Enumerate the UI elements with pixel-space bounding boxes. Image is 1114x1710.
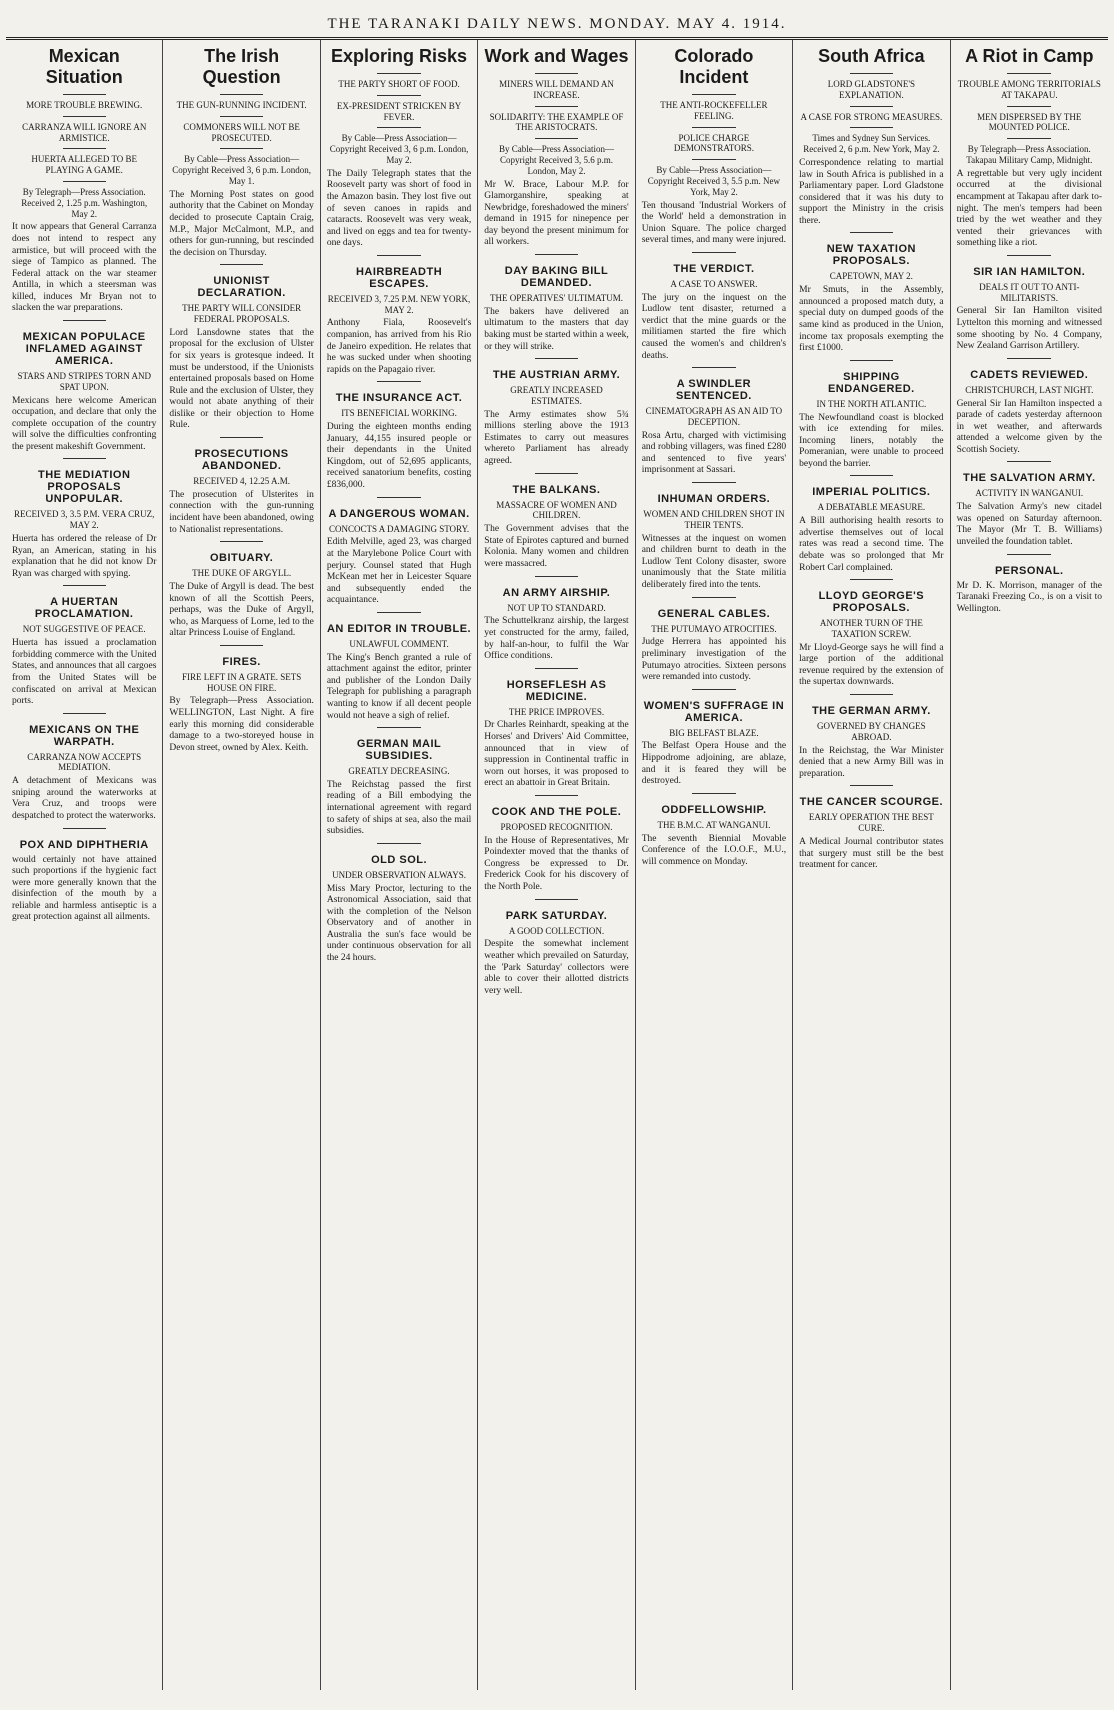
section-headline: AN EDITOR IN TROUBLE. [326, 622, 472, 635]
section-headline: A HUERTAN PROCLAMATION. [34, 596, 134, 621]
section-body: A Bill authorising health resorts to advertise themselves out of local rates was read a second time. The debate was so prolonged that Mr Robert Carl complained. [799, 516, 944, 573]
column-subhead: MEN DISPERSED BY THE MOUNTED POLICE. [977, 111, 1082, 133]
rule [535, 138, 578, 139]
section-body: Despite the somewhat inclement weather which prevailed on Saturday, the 'Park Saturday' collectors were able to cover their allotted districts very well. [484, 939, 629, 996]
news-columns [6, 40, 1108, 1690]
column-subhead: CARRANZA WILL IGNORE AN ARMISTICE. [22, 121, 147, 143]
rule [377, 843, 420, 844]
column-headline: Colorado Incident [674, 46, 754, 87]
section-headline: THE INSURANCE ACT. [335, 392, 463, 405]
rule [1007, 106, 1051, 107]
section-subhead: THE PUTUMAYO ATROCITIES. [651, 623, 777, 634]
rule [1007, 461, 1051, 462]
section-subhead: RECEIVED 3, 7.25 P.M. NEW YORK, MAY 2. [327, 293, 471, 315]
column-subhead: MORE TROUBLE BREWING. [26, 100, 143, 110]
section-subhead: CINEMATOGRAPH AS AN AID TO DECEPTION. [645, 406, 783, 427]
section-subhead: RECEIVED 4, 12.25 A.M. [193, 476, 290, 487]
masthead: THE TARANAKI DAILY NEWS. MONDAY. MAY 4. 1914. [6, 0, 1108, 40]
rule [63, 713, 106, 714]
section-subhead: IN THE NORTH ATLANTIC. [816, 398, 927, 409]
section-headline: THE GERMAN ARMY. [811, 705, 931, 717]
rule [220, 541, 263, 542]
section-body: The bakers have delivered an ultimatum to the masters that day baking must be started within a week, or they will strike. [484, 306, 629, 352]
section-headline: THE VERDICT. [673, 262, 755, 275]
rule [63, 320, 106, 321]
rule [1007, 73, 1051, 74]
section-body: General Sir Ian Hamilton visited Lyttelton this morning and witnessed some shooting by No. 4 Company, New Zealand Garrison Artillery. [956, 306, 1102, 352]
section-subhead: NOT SUGGESTIVE OF PEACE. [22, 624, 146, 635]
rule [850, 232, 893, 233]
section-subhead: THE B.M.C. AT WANGANUI. [657, 819, 771, 830]
rule [692, 252, 735, 253]
section-subhead: UNLAWFUL COMMENT. [349, 638, 449, 649]
section-body: The Salvation Army's new citadel was opened on Saturday afternoon. The Mayor (Mr T. B. Williams) unveiled the foundation tablet. [956, 502, 1102, 547]
section-headline: THE SALVATION ARMY. [963, 472, 1096, 485]
rule [692, 159, 735, 160]
rule [535, 106, 578, 107]
column-subhead: SOLIDARITY: THE EXAMPLE OF THE ARISTOCRATS. [489, 111, 624, 133]
rule [692, 367, 735, 368]
section-headline: GERMAN MAIL SUBSIDIES. [356, 738, 442, 763]
section-headline: COOK AND THE POLE. [491, 805, 622, 818]
rule [377, 497, 420, 498]
section-subhead: FIRE LEFT IN A GRATE. SETS HOUSE ON FIRE. [181, 671, 302, 693]
rule [535, 254, 578, 255]
section-body: Mr Smuts, in the Assembly, announced a proposed match duty, a special duty on dumped goods of the same kind as produced in the Union, income tax proposals exempting the first £1000. [799, 285, 944, 354]
section-subhead: UNDER OBSERVATION ALWAYS. [332, 869, 466, 880]
news-column [478, 40, 635, 1690]
column-subhead: COMMONERS WILL NOT BE PROSECUTED. [183, 121, 300, 143]
rule [535, 668, 578, 669]
rule [377, 127, 420, 128]
section-body: Judge Herrera has appointed his preliminary investigation of the Putumayo atrocities. Sixteen persons were remanded into custody. [641, 637, 787, 683]
column-headline: The Irish Question [202, 46, 281, 87]
column-headline: A Riot in Camp [965, 46, 1094, 66]
section-body: The jury on the inquest on the Ludlow tent disaster, returned a verdict that the mine guards or the militiamen started the fire which caused the women's and children's deaths. [641, 292, 787, 361]
section-headline: FIRES. [222, 655, 261, 668]
section-headline: OBITUARY. [209, 552, 274, 565]
rule [850, 475, 893, 476]
column-subhead: THE ANTI-ROCKEFELLER FEELING. [660, 100, 768, 121]
section-body: The Newfoundland coast is blocked with ice extending for miles. Incoming liners, notably the Pomeranian, were unable to proceed beyond the barrier. [799, 412, 944, 469]
section-headline: HAIRBREADTH ESCAPES. [355, 265, 443, 290]
section-headline: DAY BAKING BILL DEMANDED. [504, 265, 609, 290]
section-subhead: CHRISTCHURCH, LAST NIGHT. [965, 384, 1094, 395]
rule [377, 255, 420, 256]
section-body: A Medical Journal contributor states that surgery must still be the best treatment for cancer. [799, 836, 944, 871]
rule [377, 95, 420, 96]
rule [377, 73, 420, 74]
section-body: By Telegraph—Press Association. WELLINGTON, Last Night. A fire early this morning did considerable damage to a two-storeyed house in Devon street, owned by Alex. Keith. [169, 696, 314, 753]
rule [63, 148, 106, 149]
rule [220, 148, 263, 149]
rule [692, 793, 735, 794]
column-subhead: HUERTA ALLEGED TO BE PLAYING A GAME. [31, 154, 138, 176]
section-body: The Belfast Opera House and the Hippodrome adjoining, are ablaze, and it is feared they will be destroyed. [641, 741, 787, 787]
rule [220, 437, 263, 438]
column-subhead: TROUBLE AMONG TERRITORIALS AT TAKAPAU. [957, 79, 1101, 100]
section-body: The seventh Biennial Movable Conference of the I.O.O.F., M.U., will commence on Monday. [641, 833, 787, 867]
section-headline: A SWINDLER SENTENCED. [675, 378, 752, 403]
section-subhead: ITS BENEFICIAL WORKING. [341, 408, 457, 419]
section-body: In the House of Representatives, Mr Poindexter moved that the thanks of Congress be expressed to Dr. Frederick Cook for his discovery of the North Pole. [484, 835, 629, 893]
article-body: A regrettable but very ugly incident occurred at the divisional encampment at Takapau after dark to-night. The men's tempers had been tried by the wet weather and they vented their grievances with something like a riot. [956, 168, 1102, 249]
section-headline: MEXICAN POPULACE INFLAMED AGAINST AMERICA. [22, 331, 146, 367]
rule [220, 264, 263, 265]
section-subhead: THE OPERATIVES' ULTIMATUM. [489, 293, 624, 304]
section-headline: THE AUSTRIAN ARMY. [492, 369, 621, 382]
rule [1007, 255, 1051, 256]
rule [63, 181, 106, 182]
section-headline: SIR IAN HAMILTON. [973, 265, 1086, 278]
dateline: By Cable—Press Association—Copyright Received 3, 5.5 p.m. New York, May 2. [647, 165, 781, 197]
section-body: Mexicans here welcome American occupation, and declare that only the complete occupation of the country will solve the difficulties confronting the present makeshift Government. [12, 395, 157, 452]
rule [63, 458, 106, 459]
section-subhead: GOVERNED BY CHANGES ABROAD. [817, 721, 926, 742]
column-subhead: THE PARTY SHORT OF FOOD. [338, 79, 460, 89]
rule [63, 828, 106, 829]
section-subhead: CAPETOWN, MAY 2. [829, 271, 913, 282]
news-column [321, 40, 478, 1690]
section-body: Edith Melville, aged 23, was charged at the Marylebone Police Court with perjury. Counsel stated that Hugh McKean met her in Leicester Square and subsequently ended the acquaintance. [326, 537, 472, 606]
rule [850, 106, 893, 107]
section-body: The Duke of Argyll is dead. The best known of all the Scottish Peers, perhaps, was the Duke of Argyll, who, as Marquess of Lorne, led to the altar Princess Louise of England. [169, 581, 314, 639]
section-subhead: ACTIVITY IN WANGANUI. [975, 488, 1084, 499]
dateline: By Telegraph—Press Association. Takapau Military Camp, Midnight. [966, 144, 1093, 165]
section-body: In the Reichstag, the War Minister denied that a new Army Bill was in preparation. [799, 745, 944, 779]
news-column [6, 40, 163, 1690]
section-subhead: EARLY OPERATION THE BEST CURE. [808, 812, 934, 834]
section-body: Huerta has issued a proclamation forbidding commerce with the United States, and announces that all cargoes from the United States will be confiscated on arrival at Mexican ports. [12, 638, 157, 707]
article-body: Correspondence relating to martial law in South Africa is published in a Parliamentary paper. Lord Gladstone considered that it was his duty to support the Ministry in the crisis there. [799, 157, 944, 226]
section-body: Huerta has ordered the release of Dr Ryan, an American, stating in his explanation that he did not know Dr Ryan was charged with spying. [12, 534, 157, 579]
section-subhead: A DEBATABLE MEASURE. [817, 502, 926, 513]
section-body: The Schuttelkranz airship, the largest yet constructed for the army, failed, by half-an-hour, to fulfil the War Office conditions. [484, 616, 629, 662]
section-body: Lord Lansdowne states that the proposal for the exclusion of Ulster for six years is grotesque indeed. It must be understood, if the Unionists entertained proposals based on Home Rule and the exclusion of Ulster, they would not abate anything of their dislike or their objection to Home Rule. [169, 327, 314, 431]
rule [63, 585, 106, 586]
section-headline: MEXICANS ON THE WARPATH. [29, 723, 140, 748]
rule [377, 381, 420, 382]
section-body: The Government advises that the State of Epirotes captured and burned Kolonia. Many women and children were massacred. [484, 524, 629, 569]
article-body: It now appears that General Carranza does not intend to respect any armistice, but will proceed with the siege of Tampico as planned. The Federal attack on the war steamer Antilla, in which a steersman was killed, induces Mr Bryan not to slacken the war preparations. [12, 222, 157, 314]
section-subhead: THE PRICE IMPROVES. [508, 706, 605, 717]
section-subhead: RECEIVED 3, 3.5 P.M. VERA CRUZ, MAY 2. [14, 509, 155, 531]
rule [377, 727, 420, 728]
rule [692, 689, 735, 690]
section-subhead: A GOOD COLLECTION. [508, 925, 605, 936]
section-body: The prosecution of Ulsterites in connection with the gun-running incident have been abandoned, owing to Nationalist representations. [169, 489, 314, 535]
column-headline: Work and Wages [484, 46, 629, 66]
rule [1007, 554, 1051, 555]
section-body: During the eighteen months ending January, 44,155 insured people or their dependants in the United Kingdom, out of 52,695 applicants, received sanatorium benefits, costing £836,000. [326, 422, 472, 490]
rule [692, 482, 735, 483]
rule [220, 645, 263, 646]
section-headline: A DANGEROUS WOMAN. [328, 507, 470, 520]
section-headline: ODDFELLOWSHIP. [661, 803, 767, 816]
section-body: Witnesses at the inquest on women and children burnt to death in the Ludlow Tent Colony disaster, swore unanimously that the State militia deliberately fired into the tents. [641, 533, 787, 590]
column-subhead: POLICE CHARGE DEMONSTRATORS. [673, 132, 754, 154]
section-body: The Army estimates show 5¾ millions sterling above the 1913 Estimates to carry out measures whereto Parliament has already agreed. [484, 409, 629, 467]
section-body: Dr Charles Reinhardt, speaking at the Horses' and Drivers' Aid Committee, announced that in view of suppression in Continental traffic in worn out horses, it was proposed to erect an abattoir in Great Britain. [484, 720, 629, 789]
section-body: Miss Mary Proctor, lecturing to the Astronomical Association, said that with the completion of the Nelson Observatory and of another in Australia the sun's face would be under continuous observation for all the 24 hours. [326, 883, 472, 964]
rule [692, 94, 735, 95]
column-headline: Exploring Risks [331, 46, 468, 66]
dateline: Times and Sydney Sun Services. Received 2, 6 p.m. New York, May 2. [803, 133, 940, 155]
section-headline: HORSEFLESH AS MEDICINE. [506, 678, 607, 703]
section-headline: THE BALKANS. [512, 483, 601, 496]
rule [535, 358, 578, 359]
article-body: The Morning Post states on good authority that the Cabinet on Monday decided to prosecute Captain Craig, M.P., Major McCalmont, M.P., and others for gun-running, but rescinded the decision on Thursday. [169, 189, 314, 258]
section-body: Anthony Fiala, Roosevelt's companion, has arrived from his Rio de Janeiro expedition. He relates that he was sucked under when shooting rapids on the Papagaio river. [326, 318, 472, 375]
section-body: The King's Bench granted a rule of attachment against the editor, printer and publisher of the London Daily Telegraph for publishing a paragraph wanting to know if all decent people would not heave a sigh of relief. [326, 652, 472, 721]
rule [220, 94, 263, 95]
section-body: would certainly not have attained such proportions if the hygienic fact were more generally known that the disinfection of the mouth by a reliable and harmless antiseptic is a great protection against all ailments. [12, 854, 157, 923]
section-subhead: PROPOSED RECOGNITION. [500, 821, 613, 832]
section-body: General Sir Ian Hamilton inspected a parade of cadets yesterday afternoon in wet weather, and afterwards attended a welcome given by the Scottish Society. [956, 398, 1102, 455]
section-body: The Reichstag passed the first reading of a Bill embodying the international agreement with regard to safety of ships at sea, also the mail subsidies. [326, 779, 472, 837]
dateline: By Cable—Press Association—Copyright Received 3, 5.6 p.m. London, May 2. [498, 144, 614, 176]
section-body: Mr D. K. Morrison, manager of the Taranaki Freezing Co., is on a visit to Wellington. [956, 580, 1102, 614]
rule [1007, 138, 1051, 139]
section-headline: NEW TAXATION PROPOSALS. [826, 243, 916, 268]
section-subhead: MASSACRE OF WOMEN AND CHILDREN. [496, 499, 617, 521]
section-headline: THE CANCER SCOURGE. [799, 796, 944, 809]
section-subhead: GREATLY INCREASED ESTIMATES. [510, 385, 603, 406]
column-subhead: LORD GLADSTONE'S EXPLANATION. [827, 79, 915, 100]
section-headline: WOMEN'S SUFFRAGE IN AMERICA. [643, 699, 785, 724]
section-subhead: BIG BELFAST BLAZE. [669, 727, 759, 738]
news-column [636, 40, 793, 1690]
article-body: Ten thousand 'Industrial Workers of the World' held a demonstration in Union Square. The police charged several times, and many were injured. [641, 200, 787, 246]
column-subhead: THE GUN-RUNNING INCIDENT. [176, 100, 307, 110]
section-subhead: THE PARTY WILL CONSIDER FEDERAL PROPOSALS. [182, 303, 302, 325]
rule [63, 116, 106, 117]
section-headline: LLOYD GEORGE'S PROPOSALS. [818, 590, 925, 615]
section-subhead: STARS AND STRIPES TORN AND SPAT UPON. [17, 371, 151, 392]
column-headline: South Africa [818, 46, 925, 66]
column-subhead: EX-PRESIDENT STRICKEN BY FEVER. [336, 100, 462, 122]
rule [850, 73, 893, 74]
rule [692, 127, 735, 128]
section-headline: UNIONIST DECLARATION. [197, 275, 286, 300]
column-subhead: MINERS WILL DEMAND AN INCREASE. [499, 79, 614, 100]
section-headline: PERSONAL. [994, 564, 1064, 577]
rule [850, 694, 893, 695]
rule [850, 579, 893, 580]
section-subhead: CARRANZA NOW ACCEPTS MEDIATION. [27, 751, 142, 773]
dateline: By Cable—Press Association—Copyright Received 3, 6 p.m. London, May 1. [172, 154, 311, 186]
column-subhead: A CASE FOR STRONG MEASURES. [800, 111, 943, 122]
dateline: By Telegraph—Press Association. Received 2, 1.25 p.m. Washington, May 2. [21, 186, 148, 219]
section-subhead: GREATLY DECREASING. [348, 766, 450, 777]
rule [377, 612, 420, 613]
section-subhead: WOMEN AND CHILDREN SHOT IN THEIR TENTS. [643, 509, 785, 530]
section-headline: PROSECUTIONS ABANDONED. [194, 448, 289, 473]
section-headline: CADETS REVIEWED. [970, 368, 1089, 381]
article-body: The Daily Telegraph states that the Roosevelt party was short of food in the Amazon basin. They lost five out of seven canoes in rapids and cataracts. Roosevelt was very weak, and lived on eggs and tea for twenty-one days. [326, 168, 472, 249]
section-headline: AN ARMY AIRSHIP. [502, 586, 611, 599]
rule [535, 576, 578, 577]
section-subhead: THE DUKE OF ARGYLL. [192, 568, 292, 579]
dateline: By Cable—Press Association—Copyright Received 3, 6 p.m. London, May 2. [329, 133, 469, 165]
rule [220, 116, 263, 117]
section-subhead: CONCOCTS A DAMAGING STORY. [328, 523, 470, 534]
rule [535, 73, 578, 74]
news-column [951, 40, 1108, 1690]
news-column [793, 40, 950, 1690]
rule [535, 795, 578, 796]
section-body: Mr Lloyd-George says he will find a large portion of the additional revenue required by the extension of the supertax downwards. [799, 642, 944, 688]
section-headline: GENERAL CABLES. [657, 607, 771, 620]
rule [1007, 358, 1051, 359]
section-headline: OLD SOL. [371, 853, 428, 866]
rule [850, 127, 893, 128]
rule [535, 473, 578, 474]
column-headline: Mexican Situation [45, 46, 123, 87]
section-subhead: NOT UP TO STANDARD. [507, 602, 606, 613]
rule [850, 785, 893, 786]
news-column [163, 40, 320, 1690]
rule [535, 899, 578, 900]
section-headline: THE MEDIATION PROPOSALS UNPOPULAR. [37, 469, 131, 506]
article-body: Mr W. Brace, Labour M.P. for Glamorganshire, speaking at Newbridge, foreshadowed the miners' demand in 1915 for ninepence per day beyond the present minimum for all workers. [484, 179, 629, 248]
section-subhead: A CASE TO ANSWER. [670, 278, 758, 289]
rule [850, 360, 893, 361]
section-headline: SHIPPING ENDANGERED. [827, 370, 915, 395]
section-subhead: ANOTHER TURN OF THE TAXATION SCREW. [819, 618, 923, 639]
section-headline: IMPERIAL POLITICS. [812, 486, 931, 499]
rule [692, 597, 735, 598]
section-headline: INHUMAN ORDERS. [657, 493, 771, 506]
section-headline: POX AND DIPHTHERIA [19, 838, 149, 851]
section-body: A detachment of Mexicans was sniping around the waterworks at Vera Cruz, and troops were despatched to protect the waterworks. [12, 776, 157, 821]
rule [63, 94, 106, 95]
section-headline: PARK SATURDAY. [505, 909, 608, 922]
section-subhead: DEALS IT OUT TO ANTI-MILITARISTS. [979, 281, 1080, 303]
section-body: Rosa Artu, charged with victimising and robbing villagers, was fined £280 and sentenced to five years' imprisonment at Sassari. [641, 430, 787, 476]
